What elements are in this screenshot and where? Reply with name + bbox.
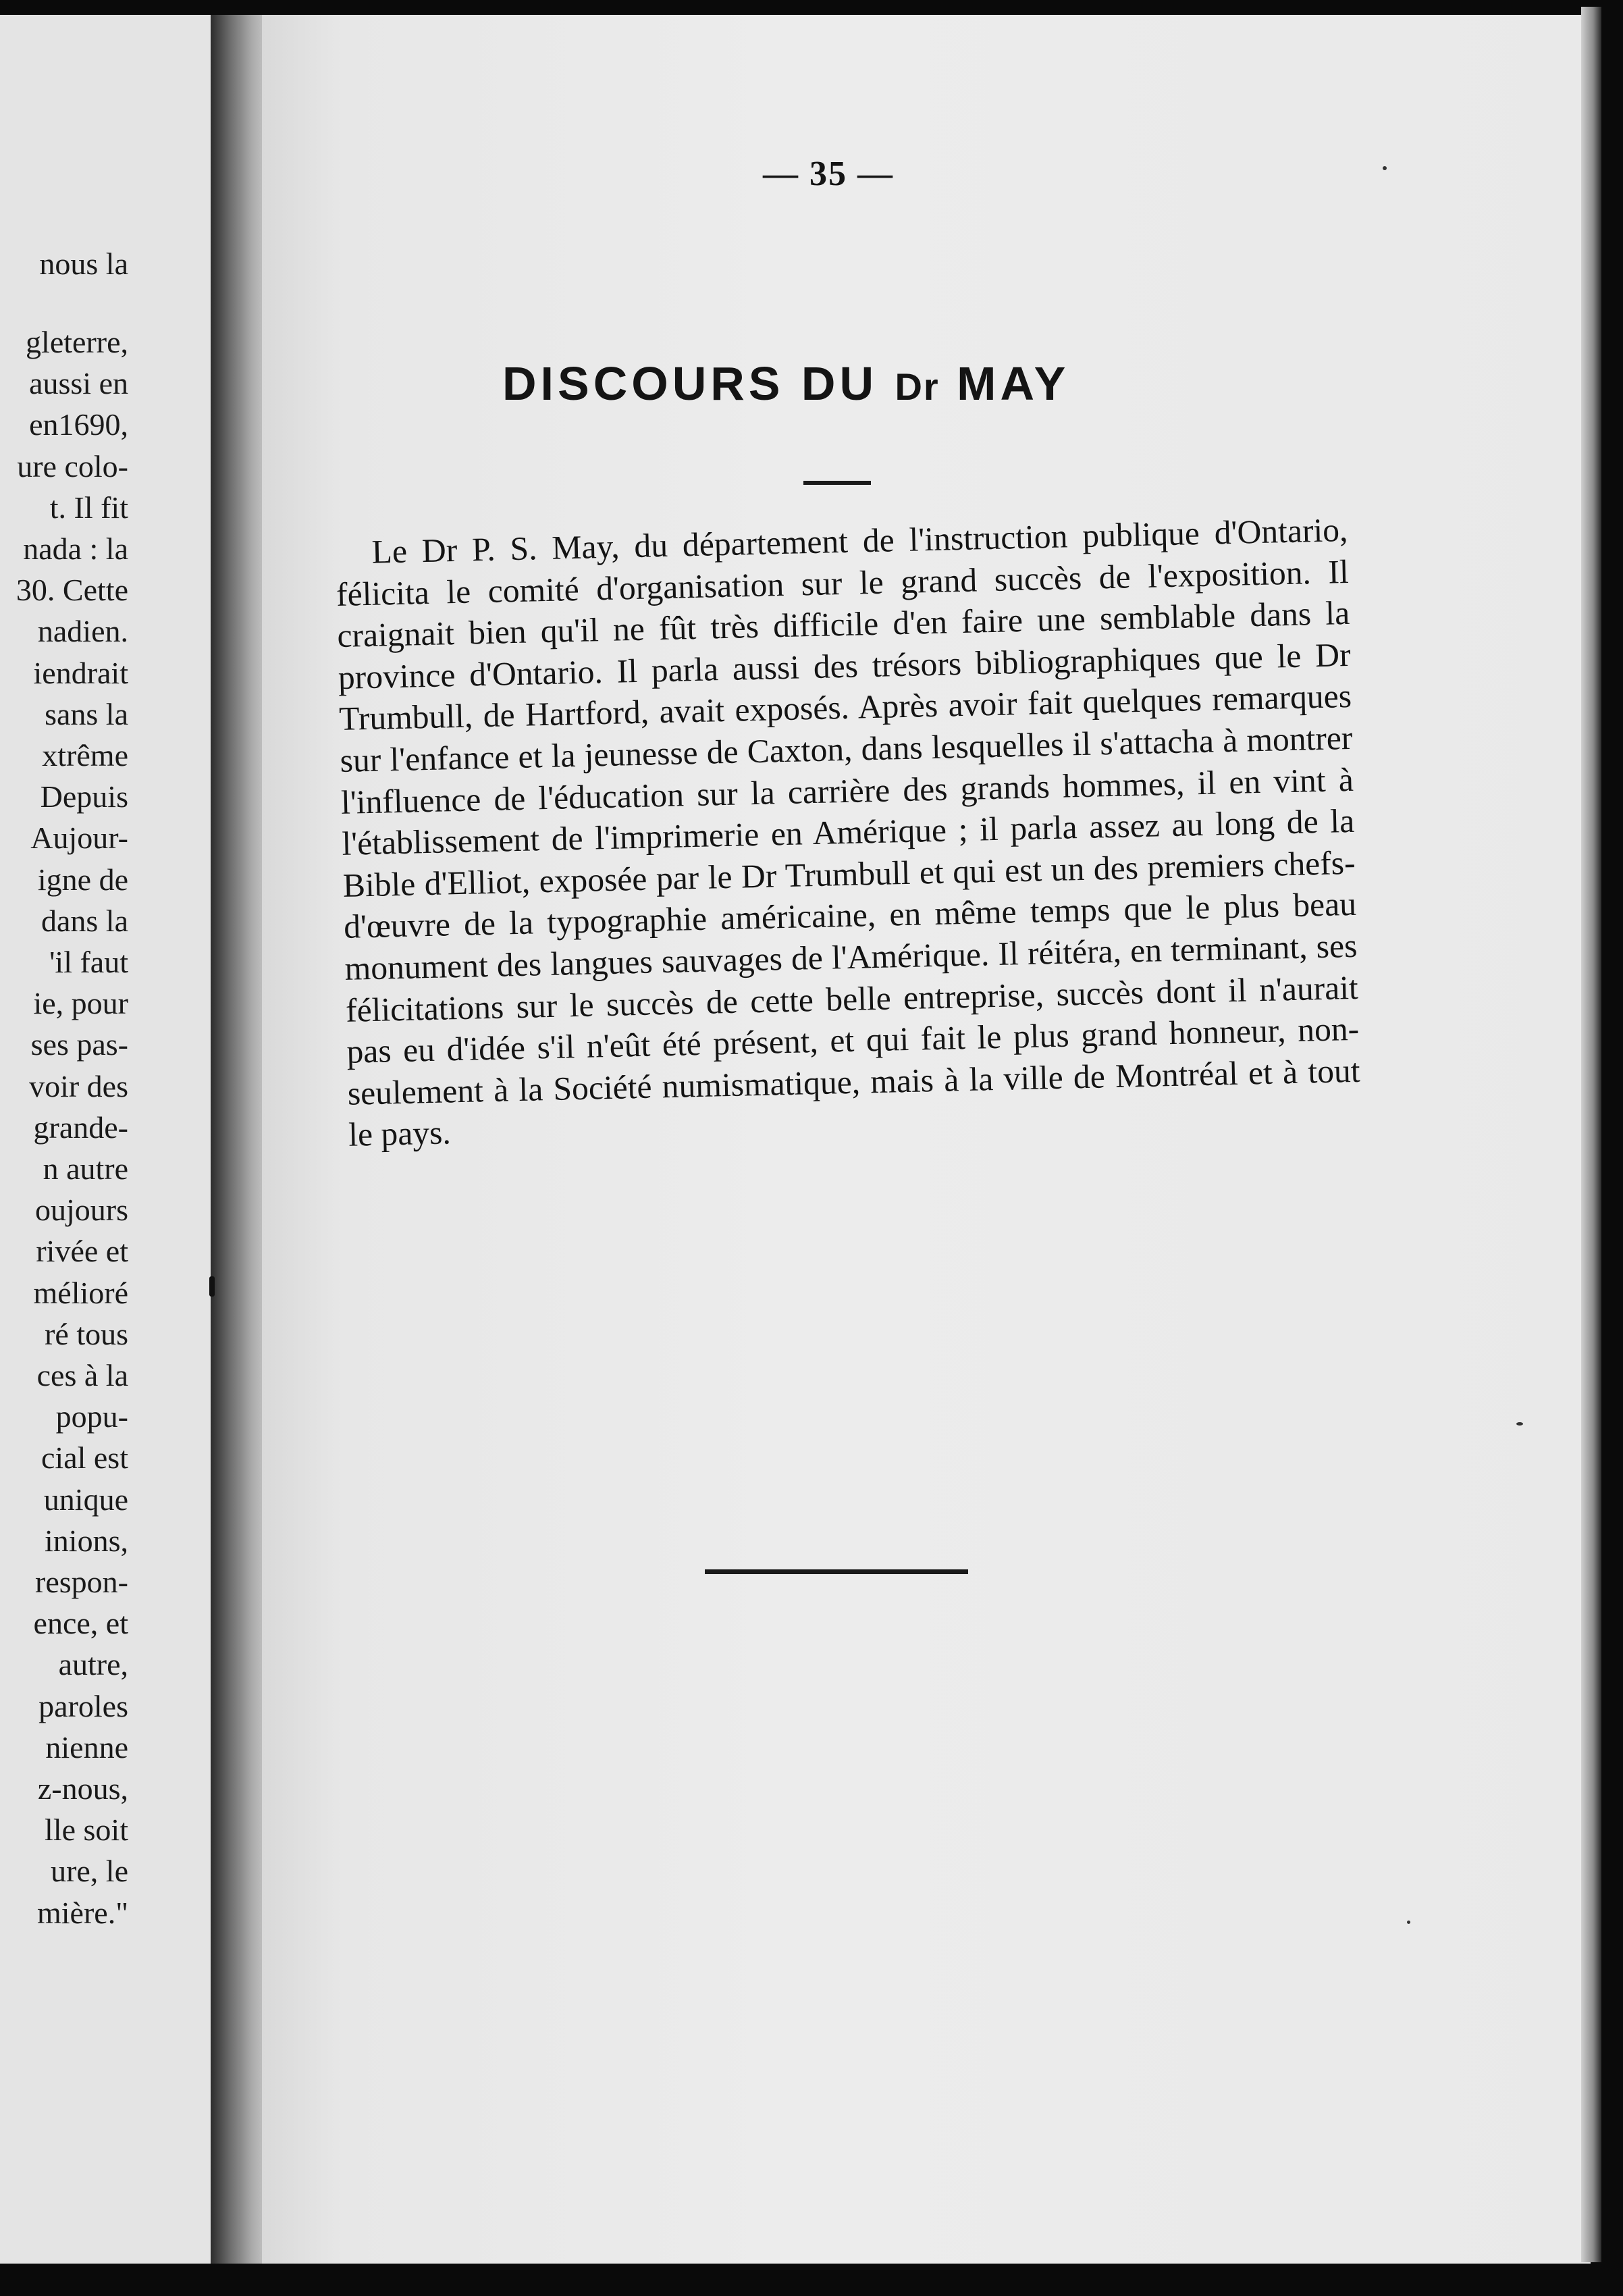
- facing-page-line: nadien.: [37, 614, 128, 649]
- facing-page-line: dans la: [41, 903, 128, 938]
- facing-page-line: autre,: [58, 1647, 128, 1682]
- print-speck: [1407, 1921, 1410, 1924]
- speech-paragraph: Le Dr P. S. May, du département de l'instruction publique d'Ontario, félicita le comité d'organisation sur le grand succès de l'exposition. Il craignait bien qu'il ne fût très difficile d'en faire une semblable dans la province d'Ontario. Il parla aussi des trésors bibliographiques que le Dr Trumbull, de Hartford, avait exposés. Après avoir fait quelques remarques sur l'enfance et la jeunesse de Caxton, dans lesquelles il s'attacha à montrer l'influence de l'éducation sur la carrière des grands hommes, il en vint à l'établissement de l'imprimerie en Amérique ; il parla assez au long de la Bible d'Elliot, exposée par le Dr Trumbull et qui est un des premiers chefs-d'œuvre de la typographie américaine, en même temps que le plus beau monument des langues sauvages de l'Amérique. Il réitéra, en terminant, ses félicitations sur le succès de cette belle entreprise, succès dont il n'aurait pas eu d'idée s'il n'eût été présent, et qui fait le plus grand honneur, non-seulement à la Société numismatique, mais à la ville de Montréal et à tout le pays.: [336, 511, 1361, 1154]
- facing-page-line: ure, le: [51, 1854, 128, 1889]
- facing-page-line: iendrait: [33, 655, 128, 690]
- facing-page-line: Depuis: [40, 779, 128, 814]
- facing-page-line: mière.": [37, 1895, 128, 1930]
- print-speck: [209, 1276, 215, 1297]
- facing-page-line: ré tous: [45, 1316, 128, 1351]
- title-divider-rule: [803, 481, 871, 485]
- page-number: — 35 —: [763, 155, 894, 193]
- facing-page-line: popu-: [55, 1399, 128, 1434]
- facing-page-line: nada : la: [23, 531, 128, 566]
- facing-page-line: ses pas-: [30, 1027, 128, 1062]
- facing-page-line: lle soit: [45, 1812, 128, 1848]
- facing-page-line: 'il faut: [49, 945, 128, 979]
- facing-page-line: inions,: [45, 1523, 128, 1558]
- facing-page-line: unique: [43, 1482, 128, 1517]
- facing-page-fragment: [0, 15, 215, 2264]
- facing-page-line: Aujour-: [30, 820, 128, 856]
- facing-page-line: gleterre,: [26, 325, 128, 359]
- facing-page-line: xtrême: [42, 738, 128, 773]
- facing-page-line: sans la: [45, 696, 128, 731]
- print-speck: [1516, 1422, 1523, 1426]
- facing-page-line: respon-: [35, 1565, 128, 1599]
- facing-page-line: 30. Cette: [16, 573, 128, 608]
- facing-page-line: cial est: [41, 1440, 128, 1476]
- facing-page-line: ie, pour: [33, 986, 128, 1021]
- facing-page-line: nienne: [45, 1729, 128, 1765]
- title-abbreviation: Dr: [895, 365, 940, 408]
- facing-page-line: ence, et: [33, 1606, 128, 1641]
- facing-page-line: voir des: [29, 1068, 128, 1103]
- print-speck: [1383, 166, 1387, 170]
- page-edge: [1581, 7, 1601, 2262]
- section-end-rule: [705, 1569, 968, 1574]
- facing-page-line: ure colo-: [17, 448, 128, 484]
- title-name-text: MAY: [939, 357, 1070, 410]
- facing-page-line: t. Il fit: [49, 490, 128, 525]
- facing-page-line: oujours: [35, 1193, 128, 1228]
- facing-page-line: mélioré: [33, 1275, 128, 1310]
- title-main-text: DISCOURS DU: [502, 357, 895, 410]
- facing-page-line: aussi en: [29, 366, 128, 401]
- facing-page-line: nous la: [39, 246, 128, 281]
- facing-page-line: grande-: [33, 1110, 128, 1145]
- facing-page-line: paroles: [38, 1688, 128, 1723]
- facing-page-line: rivée et: [36, 1234, 128, 1269]
- facing-page-line: z-nous,: [37, 1771, 128, 1806]
- facing-page-line: ces à la: [36, 1358, 128, 1392]
- section-title: [502, 357, 1069, 411]
- facing-page-line: n autre: [43, 1151, 128, 1186]
- facing-page-line: en1690,: [29, 407, 128, 442]
- facing-page-line: igne de: [37, 862, 128, 897]
